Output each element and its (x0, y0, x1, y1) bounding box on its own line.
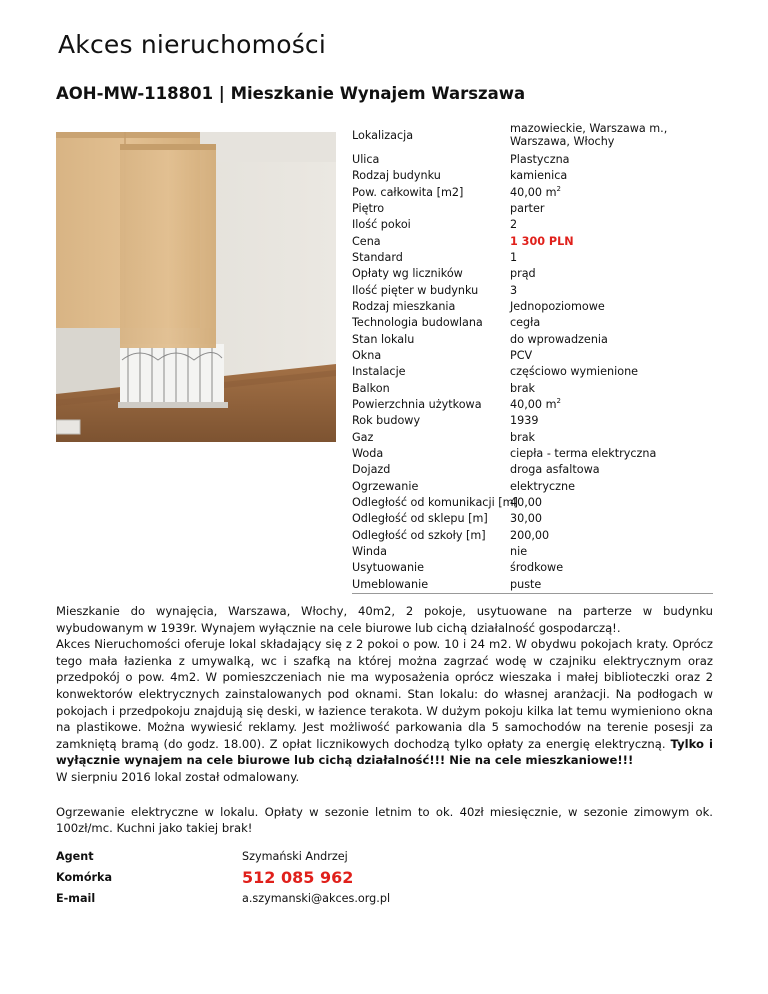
property-value: PCV (510, 348, 533, 362)
property-row (352, 544, 713, 560)
property-value: 1939 (510, 414, 539, 428)
property-value: 2 (510, 218, 518, 232)
property-value: 40,00 $m^2$ (510, 396, 561, 411)
property-label: Piętro (352, 201, 385, 215)
property-row (352, 250, 713, 266)
property-label: Cena (352, 234, 381, 248)
property-value: mazowieckie, Warszawa m., Warszawa, Włochy (510, 122, 668, 148)
email-label: E-mail (56, 891, 96, 905)
property-label: Powierzchnia użytkowa (352, 397, 482, 411)
property-row (352, 397, 713, 413)
property-value: 1 300 PLN (510, 234, 574, 248)
property-row (352, 462, 713, 478)
property-row (352, 348, 713, 364)
contact-block (56, 846, 713, 908)
property-label: Rodzaj mieszkania (352, 299, 456, 313)
property-label: Odległość od komunikacji [m] (352, 495, 518, 509)
property-value: środkowe (510, 561, 564, 575)
listing-description (56, 603, 713, 837)
property-label: Gaz (352, 430, 374, 444)
property-value: cegła (510, 316, 541, 330)
property-label: Usytuowanie (352, 561, 425, 575)
phone-label: Komórka (56, 870, 113, 884)
property-row (352, 511, 713, 527)
property-label: Umeblowanie (352, 577, 429, 591)
agent-label: Agent (56, 849, 94, 863)
property-row (352, 495, 713, 511)
property-label: Lokalizacja (352, 128, 414, 142)
property-label: Woda (352, 446, 384, 460)
property-label: Rok budowy (352, 414, 421, 428)
property-row (352, 201, 713, 217)
property-row (352, 168, 713, 184)
property-value: 3 (510, 283, 518, 297)
property-value: nie (510, 544, 528, 558)
contact-row-email (56, 888, 713, 908)
property-details-table (352, 118, 713, 594)
property-row (352, 315, 713, 331)
property-value: parter (510, 201, 545, 215)
property-value: częściowo wymienione (510, 365, 639, 379)
property-value: kamienica (510, 169, 568, 183)
property-row (352, 332, 713, 348)
contact-row-agent (56, 846, 713, 866)
property-label: Dojazd (352, 463, 391, 477)
property-value: Plastyczna (510, 153, 570, 166)
description-paragraph: Akces Nieruchomości oferuje lokal składający się z 2 pokoi o pow. 10 i 24 m2. W obydwu pokojach kraty. Oprócz tego mała łazienka z umywalką, wc i szafką na której można zagrzać wodę w czajniku elektrycznym oraz przedpokój o pow. 4m2. W pomieszczeniach nie ma wyposażenia oprócz wieszaka i małej biblioteczki oraz 2 konwektorów elektrycznych zainstalowanych pod oknami. Stan lokalu: do własnej aranżacji. Na podłogach w pokojach i przedpokoju znajdują się deski, w łazience terakota. W dużym pokoju kilka lat temu wymieniono okna na plastikowe. Można wywiesić reklamy. Jest możliwość parkowania dla 5 samochodów na terenie posesji za zamkniętą bramą (do godz. 18.00). Z opłat licznikowych dochodzą tylko opłaty za energię elektryczną. Tylko i wyłącznie wynajem na cele biurowe lub cichą działalność!!! Nie na cele mieszkaniowe!!! (56, 637, 713, 768)
property-label: Ilość pokoi (352, 218, 411, 232)
property-row (352, 217, 713, 233)
property-label: Rodzaj budynku (352, 169, 441, 183)
property-label: Winda (352, 544, 387, 558)
property-label: Stan lokalu (352, 332, 415, 346)
property-row (352, 430, 713, 446)
property-label: Ogrzewanie (352, 479, 419, 493)
property-label: Pow. całkowita [m2] (352, 185, 464, 199)
property-value: 40,00 $m^2$ (510, 184, 561, 199)
contact-row-phone (56, 866, 713, 888)
property-value: 40,00 (510, 495, 543, 509)
property-label: Instalacje (352, 365, 406, 379)
property-label: Opłaty wg liczników (352, 267, 463, 281)
property-row (352, 577, 713, 593)
brand-name: Akces nieruchomości (58, 30, 327, 59)
property-row (352, 381, 713, 397)
property-label: Ulica (352, 153, 380, 166)
property-row (352, 446, 713, 462)
property-value: 30,00 (510, 512, 543, 526)
property-row (352, 283, 713, 299)
property-value: 1 (510, 250, 518, 264)
property-label: Standard (352, 250, 403, 264)
listing-title: AOH-MW-118801 | Mieszkanie Wynajem Warszawa (56, 84, 526, 103)
property-value: do wprowadzenia (510, 332, 608, 346)
property-row (352, 152, 713, 168)
property-value: brak (510, 430, 536, 444)
property-photo (56, 132, 336, 442)
property-row (352, 528, 713, 544)
property-label: Odległość od szkoły [m] (352, 528, 486, 542)
description-paragraph: W sierpniu 2016 lokal został odmalowany. (56, 769, 300, 784)
property-value: brak (510, 381, 536, 395)
property-row (352, 185, 713, 201)
property-row (352, 266, 713, 282)
property-value: puste (510, 577, 542, 591)
property-row (352, 479, 713, 495)
property-row (352, 364, 713, 380)
property-label: Odległość od sklepu [m] (352, 512, 488, 526)
property-label: Balkon (352, 381, 390, 395)
property-row (352, 413, 713, 429)
property-value: droga asfaltowa (510, 463, 600, 477)
email-address[interactable]: a.szymanski@akces.org.pl (242, 891, 391, 905)
property-label: Technologia budowlana (352, 316, 483, 330)
property-value: elektryczne (510, 479, 575, 493)
property-value: ciepła - terma elektryczna (510, 446, 657, 460)
property-value: prąd (510, 267, 536, 281)
property-row (352, 299, 713, 315)
property-value: 200,00 (510, 528, 550, 542)
property-row (352, 118, 713, 152)
property-row (352, 234, 713, 250)
property-row (352, 560, 713, 576)
property-label: Okna (352, 348, 382, 362)
property-label: Ilość pięter w budynku (352, 283, 479, 297)
agent-name: Szymański Andrzej (242, 849, 348, 863)
phone-number[interactable]: 512 085 962 (242, 867, 354, 887)
description-paragraph: Ogrzewanie elektryczne w lokalu. Opłaty w sezonie letnim to ok. 40zł miesięcznie, w sezonie zimowym ok. 100zł/mc. Kuchni jako takiej brak! (56, 804, 713, 836)
description-paragraph: Mieszkanie do wynajęcia, Warszawa, Włochy, 40m2, 2 pokoje, usytuowane na parterze w budynku wybudowanym w 1939r. Wynajem wyłącznie na cele biurowe lub cichą działalność gospodarczą!. (56, 604, 713, 635)
property-value: Jednopoziomowe (510, 299, 605, 313)
